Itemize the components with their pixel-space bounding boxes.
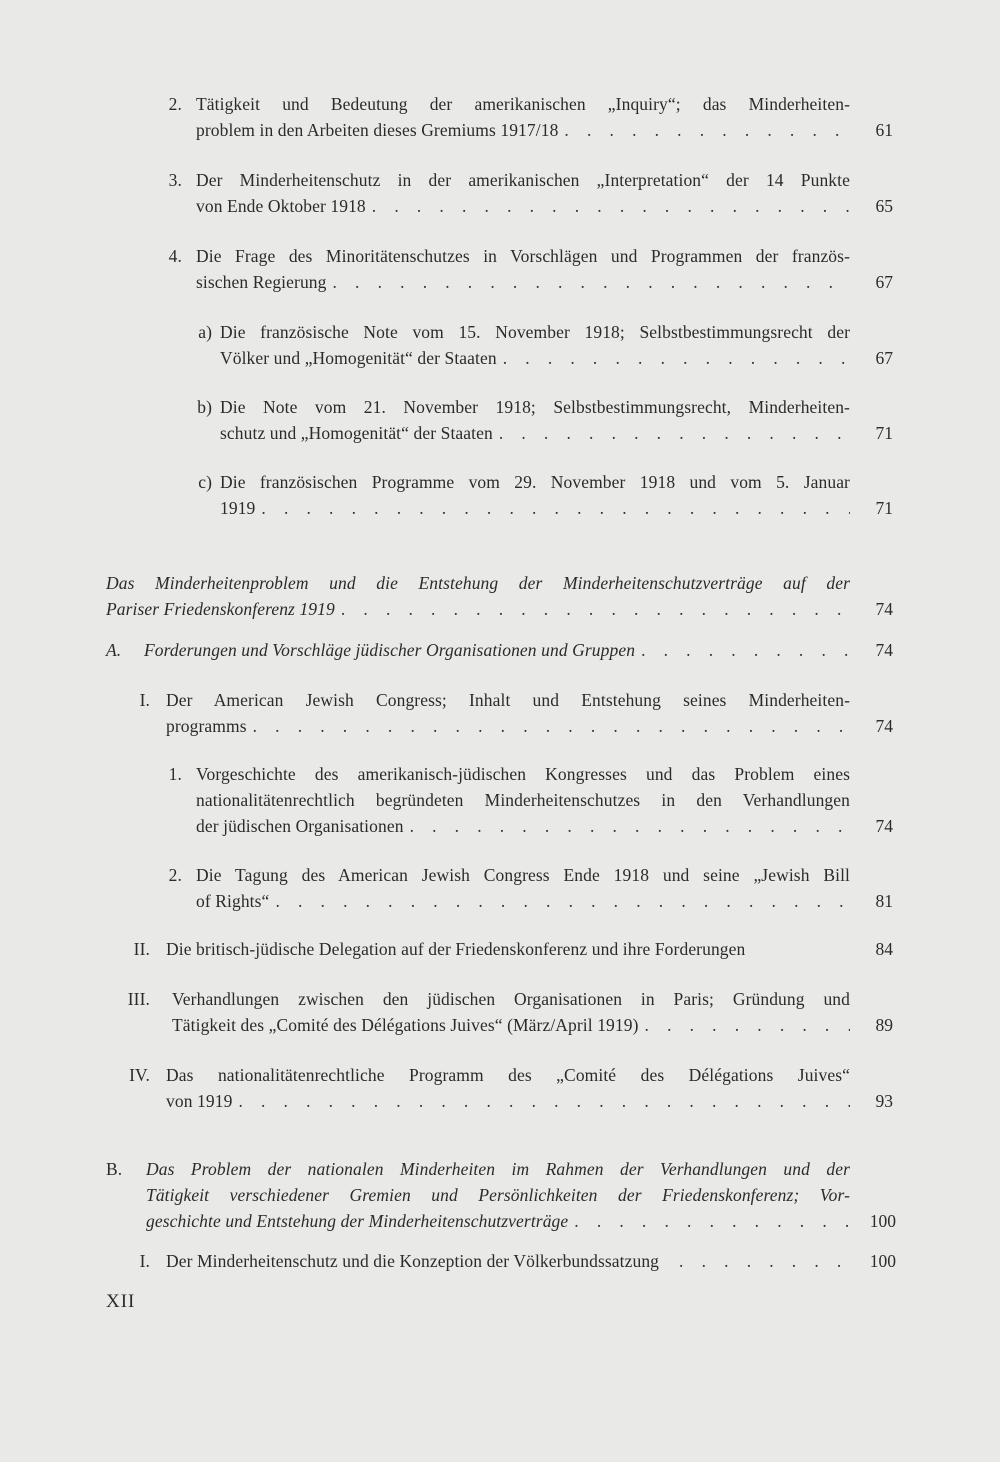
entry-text-last: programms [166, 716, 247, 736]
leader-dots [659, 1248, 850, 1274]
page-number: 67 [875, 348, 893, 368]
page-number: 100 [869, 1251, 896, 1271]
page-number: 74 [875, 716, 893, 736]
entry-text-last: von 1919 [166, 1091, 233, 1111]
entry-text-line: Der American Jewish Congress; Inhalt und Entstehung seines Minderheiten- [166, 690, 850, 710]
entry-text-last: von Ende Oktober 1918 [196, 196, 366, 216]
entry-text-last: of Rights“ [196, 891, 270, 911]
page-number: 89 [875, 1015, 893, 1035]
entry-text-last: 1919 [220, 498, 256, 518]
entry-text-line: Das nationalitätenrechtliche Programm des „Comité des Délégations Juives“ [166, 1065, 850, 1085]
entry-text-line: Die französische Note vom 15. November 1918; Selbstbestimmungsrecht der [220, 322, 850, 342]
entry-number: 1. [168, 764, 182, 784]
leader-dots [404, 813, 850, 839]
page-number: 100 [869, 1211, 896, 1231]
entry-text-last: Forderungen und Vorschläge jüdischer Organisationen und Gruppen [144, 640, 636, 660]
entry-text-last: Tätigkeit des „Comité des Délégations Juives“ (März/April 1919) [172, 1015, 639, 1035]
leader-dots [232, 1088, 850, 1114]
leader-dots [493, 420, 850, 446]
entry-number: II. [133, 939, 150, 959]
leader-dots [558, 117, 850, 143]
entry-text-line: Tätigkeit und Bedeutung der amerikanischen „Inquiry“; das Minderheiten- [196, 94, 850, 114]
entry-text-line: Das Minderheitenproblem und die Entstehung der Minderheitenschutzverträge auf der [106, 573, 850, 593]
leader-dots [639, 1012, 850, 1038]
entry-number: B. [106, 1159, 123, 1179]
page-number: 81 [875, 891, 893, 911]
entry-number: a) [198, 322, 212, 342]
entry-text-line: Vorgeschichte des amerikanisch-jüdischen Kongresses und das Problem eines [196, 764, 850, 784]
page-number: 84 [875, 939, 893, 959]
leader-dots [327, 269, 851, 295]
leader-dots [497, 345, 850, 371]
entry-number: III. [127, 989, 150, 1009]
entry-text-last: Pariser Friedenskonferenz 1919 [106, 599, 335, 619]
page-folio: XII [106, 1291, 136, 1312]
entry-number: I. [139, 1251, 150, 1271]
leader-dots [335, 596, 850, 622]
entry-number: I. [139, 690, 150, 710]
leader-dots [635, 637, 850, 663]
entry-number: A. [106, 640, 122, 660]
entry-text-last: der jüdischen Organisationen [196, 816, 404, 836]
page-number: 74 [875, 599, 893, 619]
entry-number: 3. [168, 170, 182, 190]
entry-text-last: problem in den Arbeiten dieses Gremiums 1917/18 [196, 120, 559, 140]
page-number: 61 [875, 120, 893, 140]
entry-number: c) [198, 472, 212, 492]
entry-text-line: Verhandlungen zwischen den jüdischen Organisationen in Paris; Gründung und [172, 989, 850, 1009]
page-number: 74 [875, 816, 893, 836]
leader-dots [568, 1208, 850, 1234]
entry-number: IV. [129, 1065, 150, 1085]
entry-text-line: nationalitätenrechtlich begründeten Minderheitenschutzes in den Verhandlungen [196, 790, 850, 810]
entry-text-last: geschichte und Entstehung der Minderheitenschutzverträge [146, 1211, 569, 1231]
entry-text-last: Völker und „Homogenität“ der Staaten [220, 348, 497, 368]
page-number: 71 [875, 423, 893, 443]
page-number: 71 [875, 498, 893, 518]
leader-dots [269, 888, 850, 914]
page-number: 65 [875, 196, 893, 216]
entry-text-line: Die französischen Programme vom 29. November 1918 und vom 5. Januar [220, 472, 850, 492]
page-number: 93 [875, 1091, 893, 1111]
leader-dots [247, 713, 850, 739]
entry-text-line: Tätigkeit verschiedener Gremien und Persönlichkeiten der Friedenskonferenz; Vor- [146, 1185, 850, 1205]
entry-number: 2. [168, 865, 182, 885]
entry-text-line: Das Problem der nationalen Minderheiten im Rahmen der Verhandlungen und der [146, 1159, 850, 1179]
entry-text-line: Der Minderheitenschutz in der amerikanischen „Interpretation“ der 14 Punkte [196, 170, 850, 190]
leader-dots [366, 193, 850, 219]
entry-number: 2. [168, 94, 182, 114]
entry-text-line: Die Note vom 21. November 1918; Selbstbestimmungsrecht, Minderheiten- [220, 397, 850, 417]
entry-text-line: Die britisch-jüdische Delegation auf der Friedenskonferenz und ihre Forderungen [166, 939, 746, 959]
entry-text-last: Der Minderheitenschutz und die Konzeption der Völkerbundssatzung [166, 1251, 660, 1271]
entry-text-line: Die Tagung des American Jewish Congress Ende 1918 und seine „Jewish Bill [196, 865, 850, 885]
entry-number: 4. [168, 246, 182, 266]
page-number: 67 [875, 272, 893, 292]
entry-number: b) [197, 397, 212, 417]
leader-dots [255, 495, 850, 521]
entry-text-last: sischen Regierung [196, 272, 327, 292]
entry-text-last: schutz und „Homogenität“ der Staaten [220, 423, 493, 443]
page-number: 74 [875, 640, 893, 660]
entry-text-line: Die Frage des Minoritätenschutzes in Vorschlägen und Programmen der französ- [196, 246, 850, 266]
